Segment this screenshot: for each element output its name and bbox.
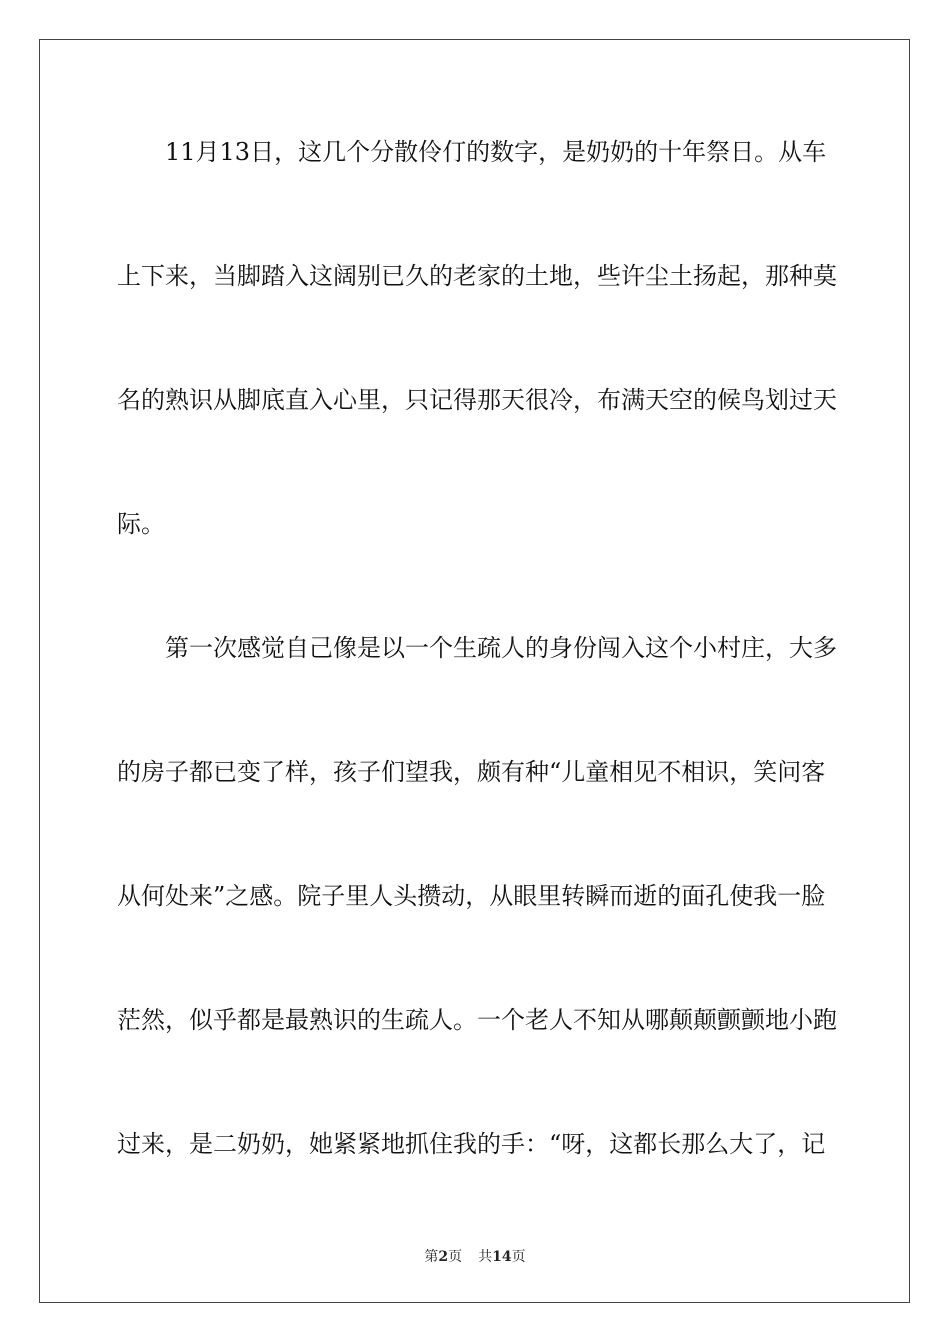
page-border bbox=[39, 39, 910, 1303]
paragraph-1-line-4: 际。 bbox=[117, 510, 165, 538]
page-suffix: 页 bbox=[448, 1249, 463, 1265]
paragraph-2-line-4: 茫然，似乎都是最熟识的生疏人。一个老人不知从哪颠颠颤颤地小跑 bbox=[117, 1006, 837, 1034]
paragraph-2-line-5: 过来，是二奶奶，她紧紧地抓住我的手：“呀，这都长那么大了，记 bbox=[117, 1130, 826, 1158]
page-footer bbox=[0, 1246, 950, 1266]
page-prefix: 第 bbox=[424, 1249, 439, 1265]
total-suffix: 页 bbox=[511, 1249, 526, 1265]
total-pages: 14 bbox=[492, 1249, 512, 1265]
page-number: 2 bbox=[438, 1249, 449, 1265]
paragraph-1-line-3: 名的熟识从脚底直入心里，只记得那天很冷，布满天空的候鸟划过天 bbox=[117, 386, 837, 414]
total-prefix: 共 bbox=[478, 1249, 493, 1265]
paragraph-2-line-2: 的房子都已变了样，孩子们望我，颇有种“儿童相见不相识，笑问客 bbox=[117, 758, 826, 786]
paragraph-2-line-3: 从何处来”之感。院子里人头攒动，从眼里转瞬而逝的面孔使我一脸 bbox=[117, 882, 826, 910]
paragraph-2-line-1: 第一次感觉自己像是以一个生疏人的身份闯入这个小村庄，大多 bbox=[165, 634, 837, 662]
paragraph-1-line-1: 11月13日，这几个分散伶仃的数字，是奶奶的十年祭日。从车 bbox=[165, 138, 827, 166]
paragraph-1-line-2: 上下来，当脚踏入这阔别已久的老家的土地，些许尘土扬起，那种莫 bbox=[117, 262, 837, 290]
